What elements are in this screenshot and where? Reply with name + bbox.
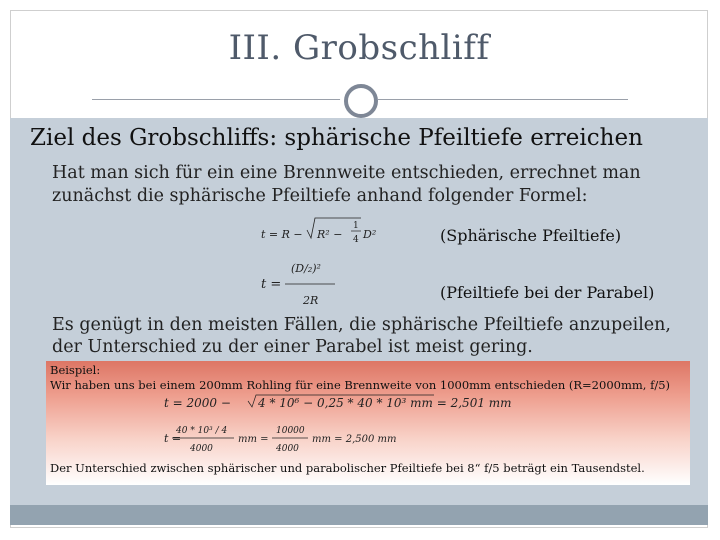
formula-label-spherical: (Sphärische Pfeiltiefe) xyxy=(440,226,622,245)
svg-text:t = R −: t = R − xyxy=(261,228,303,241)
example-footer: Der Unterschied zwischen sphärischer und parabolischer Pfeiltiefe bei 8“ f/5 beträgt ein Tausendstel. xyxy=(50,461,645,475)
svg-text:t =: t = xyxy=(261,277,282,292)
example-formula-image xyxy=(164,393,584,461)
section-heading: Ziel des Grobschliffs: sphärische Pfeiltiefe erreichen xyxy=(30,125,643,151)
example-formula-graphic xyxy=(164,393,584,461)
svg-text:t = 2000 −: t = 2000 − xyxy=(164,396,231,410)
conclusion-text: Es genügt in den meisten Fällen, die sphärische Pfeiltiefe anzupeilen, der Unterschied zu der einer Parabel ist meist gering. xyxy=(52,315,671,357)
svg-text:t =: t = xyxy=(164,432,182,445)
svg-text:1: 1 xyxy=(353,221,359,231)
svg-text:R² −: R² − xyxy=(317,228,343,241)
formula-graphic xyxy=(255,212,423,312)
svg-text:D²: D² xyxy=(363,228,377,241)
intro-text: Hat man sich für ein eine Brennweite entschieden, errechnet man zunächst die sphärische Pfeiltiefe anhand folgender Formel: xyxy=(52,163,641,206)
svg-text:2R: 2R xyxy=(303,294,319,307)
footer-bar xyxy=(10,505,708,525)
example-box xyxy=(46,361,690,485)
svg-text:10000: 10000 xyxy=(276,426,305,436)
svg-text:mm =: mm = xyxy=(238,434,269,445)
svg-text:4: 4 xyxy=(353,235,359,245)
svg-text:4 * 10⁶ − 0,25 * 40 * 10³ mm =: 4 * 10⁶ − 0,25 * 40 * 10³ mm = 2,501 mm xyxy=(258,396,512,410)
example-title: Beispiel: xyxy=(50,363,101,377)
svg-text:40 * 10³ / 4: 40 * 10³ / 4 xyxy=(176,426,228,436)
ring-icon-inner xyxy=(344,84,378,118)
svg-text:(D/₂)²: (D/₂)² xyxy=(291,262,321,275)
example-description: Wir haben uns bei einem 200mm Rohling für eine Brennweite von 1000mm entschieden (R=2000mm, f/5) xyxy=(50,378,671,392)
svg-text:4000: 4000 xyxy=(276,444,299,454)
svg-text:mm = 2,500 mm: mm = 2,500 mm xyxy=(312,434,397,445)
formula-label-parabola: (Pfeiltiefe bei der Parabel) xyxy=(440,283,655,302)
formula-image xyxy=(255,212,423,312)
svg-text:4000: 4000 xyxy=(190,444,213,454)
slide-title: III. Grobschliff xyxy=(228,28,490,68)
